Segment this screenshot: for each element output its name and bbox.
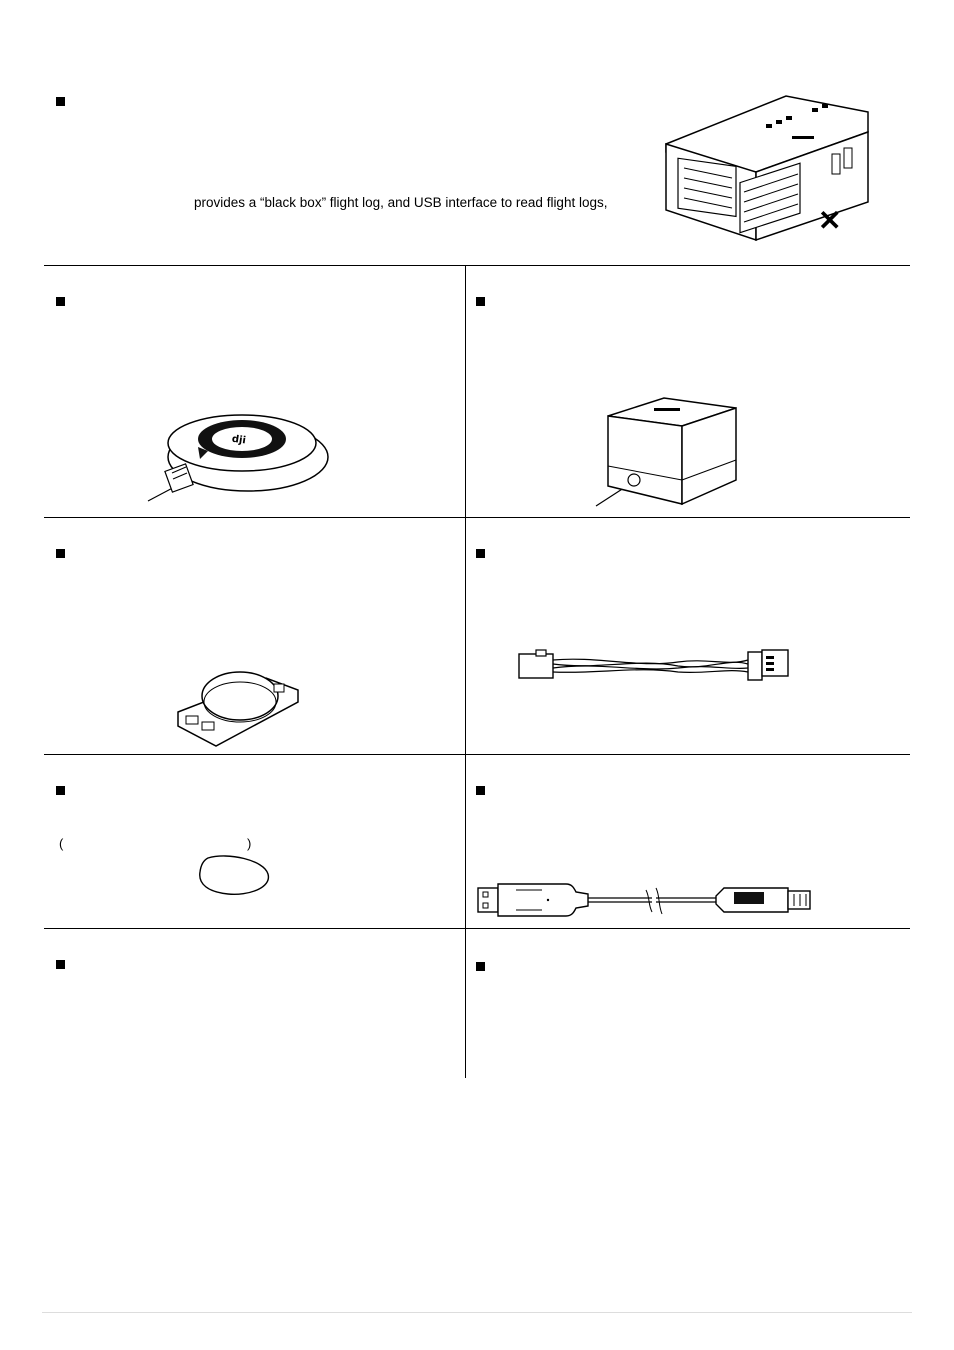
item-bullet <box>56 297 65 306</box>
close-x-icon: ✕ <box>818 205 842 236</box>
bracket-illustration <box>176 668 300 748</box>
item-bullet <box>476 297 485 306</box>
divider <box>44 517 910 518</box>
item-bullet <box>56 549 65 558</box>
sticker-illustration <box>198 854 272 896</box>
pmu-illustration <box>594 396 734 506</box>
item-bullet <box>56 786 65 795</box>
cable-illustration <box>518 646 790 680</box>
main-controller-description: provides a “black box” flight log, and USB interface to read flight logs, <box>194 195 608 210</box>
section-bullet <box>56 97 65 106</box>
main-controller-illustration <box>662 92 882 242</box>
gps-compass-illustration <box>142 407 332 507</box>
divider <box>44 265 910 266</box>
item-bullet <box>476 549 485 558</box>
column-divider <box>465 265 466 1078</box>
item-bullet <box>476 962 485 971</box>
paren-close: ) <box>247 836 252 851</box>
item-bullet <box>56 960 65 969</box>
divider <box>44 928 910 929</box>
divider <box>44 754 910 755</box>
footer-rule <box>42 1312 912 1313</box>
svg-text:dji: dji <box>231 433 247 447</box>
paren-open: ( <box>59 836 64 851</box>
item-bullet <box>476 786 485 795</box>
usb-cable-illustration <box>476 882 814 918</box>
